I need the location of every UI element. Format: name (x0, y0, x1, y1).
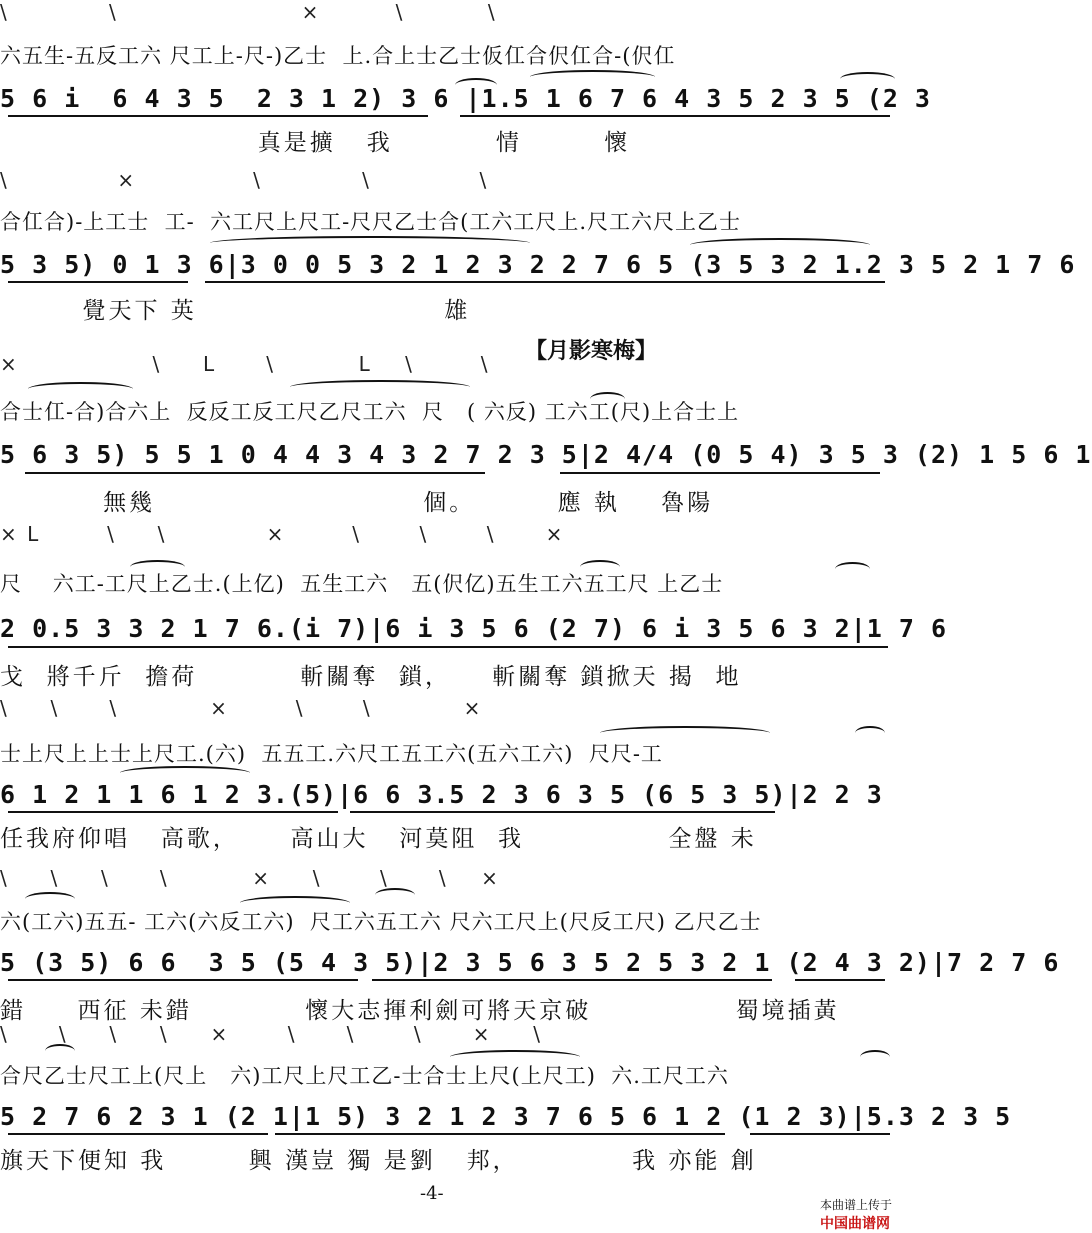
site-brand-logo: 中国曲谱网 (819, 1216, 890, 1232)
gongche-notation-row: 合士仜-合)合六上 反反工反工尺乙尺工六 尺 ( 六反) 工六工(尺)上合士上 (0, 400, 740, 424)
beam-line (8, 281, 188, 283)
slur-arc (840, 72, 895, 86)
slur-arc (28, 382, 133, 396)
slur-arc (130, 560, 185, 574)
slur-arc (240, 896, 350, 910)
beam-line (795, 979, 885, 981)
beam-line (205, 281, 885, 283)
slur-arc (45, 1044, 75, 1058)
ornament-marks-row: × L \ \ × \ \ \ × (0, 522, 565, 546)
beam-line (750, 1133, 890, 1135)
numbered-notation-row: 5 3 5) 0 1 3 6|3 0 0 5 3 2 1 2 3 2 2 7 6 5 (3 5 3 2 1.2 3 5 2 1 7 6 (0, 250, 1076, 279)
lyrics-row: 無幾 個。 應 執 魯陽 (0, 490, 714, 516)
page-number: -4- (420, 1183, 444, 1204)
ornament-marks-row: \ \ \ \ × \ \ \ × \ (0, 1022, 543, 1046)
credit-prefix: 本曲谱上传于 (819, 1198, 892, 1212)
beam-line (350, 811, 775, 813)
gongche-notation-row: 合尺乙士尺工上(尺上 六)工尺上尺工乙-士合士上尺(上尺工) 六.工尺工六 (0, 1064, 729, 1088)
beam-line (8, 646, 888, 648)
lyrics-row: 錯 西征 未錯 懷大志揮利劍可將天京破 蜀境插黃 (0, 998, 840, 1024)
gongche-notation-row: 士上尺上上士上尺工.(六) 五五工.六尺工五工六(五六工六) 尺尺-工 (0, 742, 663, 766)
ornament-marks-row: \ \ × \ \ (0, 0, 497, 24)
slur-arc (860, 1050, 890, 1064)
slur-arc (855, 726, 885, 740)
gongche-notation-row: 六五生-五反工六 尺工上-尺-)乙士 上.合上士乙士仮仜合伬仜合-(伬仜 (0, 44, 676, 68)
beam-line (25, 472, 485, 474)
slur-arc (25, 892, 75, 906)
slur-arc (600, 726, 770, 740)
beam-line (8, 811, 338, 813)
slur-arc (835, 562, 870, 576)
lyrics-row: 任我府仰唱 高歌， 高山大 河莫阻 我 全盤 未 (0, 826, 757, 852)
ornament-marks-row: \ \ \ × \ \ × (0, 696, 483, 720)
lyrics-row: 覺天下 英 雄 (0, 298, 471, 324)
lyrics-row: 真是擴 我 情 懷 (0, 130, 631, 156)
slur-arc (450, 1050, 580, 1064)
slur-arc (590, 392, 625, 406)
section-title: 【月影寒梅】 (525, 338, 658, 364)
ornament-marks-row: \ \ \ \ × \ \ \ × (0, 866, 500, 890)
lyrics-row: 旗天下便知 我 興 漢豈 獨 是劉 邦， 我 亦能 創 (0, 1148, 757, 1174)
slur-arc (290, 380, 470, 394)
beam-line (460, 115, 890, 117)
numbered-notation-row: 5 (3 5) 6 6 3 5 (5 4 3 5)|2 3 5 6 3 5 2 5 3 2 1 (2 4 3 2)|7 2 7 6 (0, 948, 1060, 977)
slur-arc (530, 70, 655, 84)
numbered-notation-row: 6 1 2 1 1 6 1 2 3.(5)|6 6 3.5 2 3 6 3 5 (6 5 3 5)|2 2 3 (0, 780, 883, 809)
beam-line (8, 1133, 268, 1135)
slur-arc (690, 238, 870, 252)
numbered-notation-row: 5 6 3 5) 5 5 1 0 4 4 3 4 3 2 7 2 3 5|2 4/4 (0 5 4) 3 5 3 (2) 1 5 6 1 (0, 440, 1092, 469)
numbered-notation-row: 5 2 7 6 2 3 1 (2 1|1 5) 3 2 1 2 3 7 6 5 6 1 2 (1 2 3)|5.3 2 3 5 (0, 1102, 1012, 1131)
slur-arc (455, 78, 497, 92)
numbered-notation-row: 5 6 i 6 4 3 5 2 3 1 2) 3 6 |1.5 1 6 7 6 4 3 5 2 3 5 (2 3 (0, 84, 931, 113)
beam-line (8, 115, 428, 117)
gongche-notation-row: 尺 六工-工尺上乙士.(上亿) 五生工六 五(伬亿)五生工六五工尺 上乙士 (0, 572, 724, 596)
numbered-notation-row: 2 0.5 3 3 2 1 7 6.(i 7)|6 i 3 5 6 (2 7) 6 i 3 5 6 3 2|1 7 6 (0, 614, 948, 643)
upload-credit (812, 1182, 892, 1233)
beam-line (275, 1133, 725, 1135)
ornament-marks-row: × \ L \ L \ \ (0, 352, 490, 376)
gongche-notation-row: 六(工六)五五- 工六(六反工六) 尺工六五工六 尺六工尺上(尺反工尺) 乙尺乙士 (0, 910, 762, 934)
gongche-notation-row: 合仜合)-上工士 工- 六工尺上尺工-尺尺乙士合(工六工尺上.尺工六尺上乙士 (0, 210, 742, 234)
slur-arc (120, 766, 250, 780)
beam-line (8, 979, 358, 981)
lyrics-row: 戈 將千斤 擔荷 斬關奪 鎖， 斬關奪 鎖掀天 揭 地 (0, 664, 742, 690)
beam-line (560, 472, 880, 474)
slur-arc (210, 236, 530, 250)
slur-arc (580, 560, 620, 574)
slur-arc (375, 888, 415, 902)
ornament-marks-row: \ × \ \ \ (0, 168, 489, 192)
beam-line (372, 979, 772, 981)
